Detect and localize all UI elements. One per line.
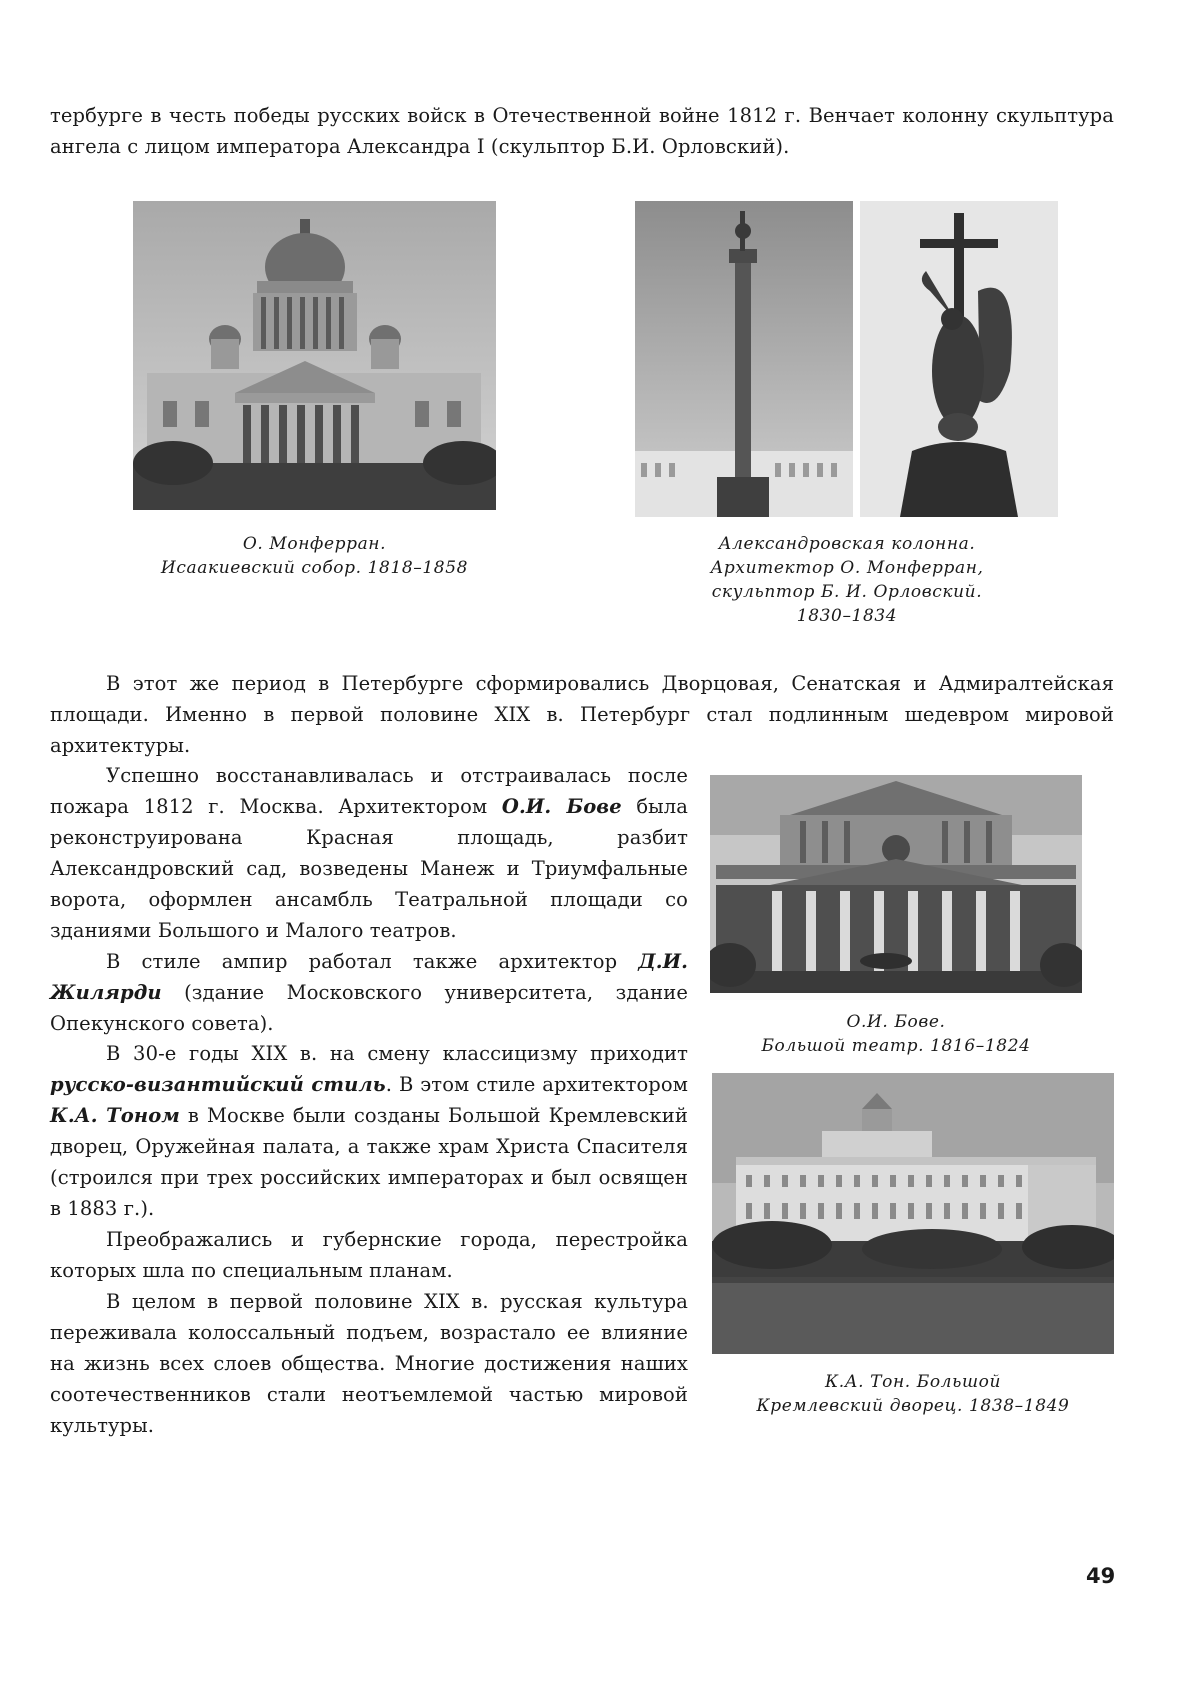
bove-name: О.И. Бове	[501, 795, 622, 818]
paragraph-russian-byzantine	[50, 1038, 688, 1224]
paragraph-provincial: Преображались и губернские города, перестройка которых шла по специальным планам.	[50, 1228, 688, 1282]
paragraph-gilardi-text-2: (здание Московского университета, здание Опекунского совета).	[50, 981, 688, 1035]
column-caption-line-1: Александровская колонна.	[718, 534, 976, 554]
continuation-paragraph: тербурге в честь победы русских войск в Отечественной войне 1812 г. Венчает колонну скульптура ангела с лицом императора Александра I (скульптор Б.И. Орловский).	[50, 104, 1114, 158]
isaac-cathedral-photo	[133, 201, 496, 510]
bolshoi-caption	[710, 1010, 1082, 1058]
column-caption-line-3: скульптор Б. И. Орловский.	[711, 582, 983, 602]
paragraph-moscow	[50, 760, 688, 946]
paragraph-moscow-text-2: была реконструирована Красная площадь, разбит Александровский сад, возведены Манеж и Триумфальные ворота, оформлен ансамбль Театральной площади со зданиями Большого и Малого театров.	[50, 795, 689, 942]
column-caption-line-4: 1830–1834	[796, 606, 898, 626]
paragraph-gilardi	[50, 946, 688, 1039]
isaac-caption-line-2: Исаакиевский собор. 1818–1858	[160, 558, 469, 578]
paragraph-rb-text-1: В 30-е годы XIX в. на смену классицизму приходит	[106, 1042, 688, 1065]
paragraph-conclusion: В целом в первой половине XIX в. русская культура переживала колоссальный подъем, возрастало ее влияние на жизнь всех слоев общества. Многие достижения наших соотечественников стали неотъемлемой частью мировой культуры.	[50, 1290, 688, 1437]
russian-byzantine-style-term: русско-византийский стиль	[50, 1073, 386, 1096]
bolshoi-theatre-photo	[710, 775, 1082, 993]
gilardi-name: Д.И. Жилярди	[50, 950, 688, 1004]
paragraph-rb-text-3: в Москве были созданы Большой Кремлевский дворец, Оружейная палата, а также храм Христа Спасителя (строился при трех российских императорах и был освящен в 1883 г.).	[50, 1104, 688, 1220]
kremlin-caption	[712, 1370, 1114, 1418]
paragraph-rb-text-2: . В этом стиле архитектором	[385, 1073, 688, 1096]
column-caption	[660, 532, 1034, 628]
kremlin-caption-line-1: К.А. Тон. Большой	[824, 1372, 1002, 1392]
kremlin-caption-line-2: Кремлевский дворец. 1838–1849	[756, 1396, 1070, 1416]
column-caption-line-2: Архитектор О. Монферран,	[710, 558, 984, 578]
isaac-caption-line-1: О. Монферран.	[242, 534, 387, 554]
paragraph-moscow-text-1: Успешно восстанавливалась и отстраивалась после пожара 1812 г. Москва. Архитектором	[50, 764, 688, 818]
angel-sculpture-photo	[860, 201, 1058, 517]
paragraph-squares: В этот же период в Петербурге сформировались Дворцовая, Сенатская и Адмиралтейская площади. Именно в первой половине XIX в. Петербург стал подлинным шедевром мировой архитектуры.	[50, 672, 1114, 757]
isaac-caption	[133, 532, 496, 580]
page-number: 49	[1086, 1564, 1116, 1588]
ton-name: К.А. Тоном	[50, 1104, 180, 1127]
paragraph-gilardi-text-1: В стиле ампир работал также архитектор	[106, 950, 639, 973]
kremlin-palace-photo	[712, 1073, 1114, 1354]
bolshoi-caption-line-2: Большой театр. 1816–1824	[761, 1036, 1031, 1056]
alexander-column-photo	[635, 201, 853, 517]
bolshoi-caption-line-1: О.И. Бове.	[846, 1012, 946, 1032]
